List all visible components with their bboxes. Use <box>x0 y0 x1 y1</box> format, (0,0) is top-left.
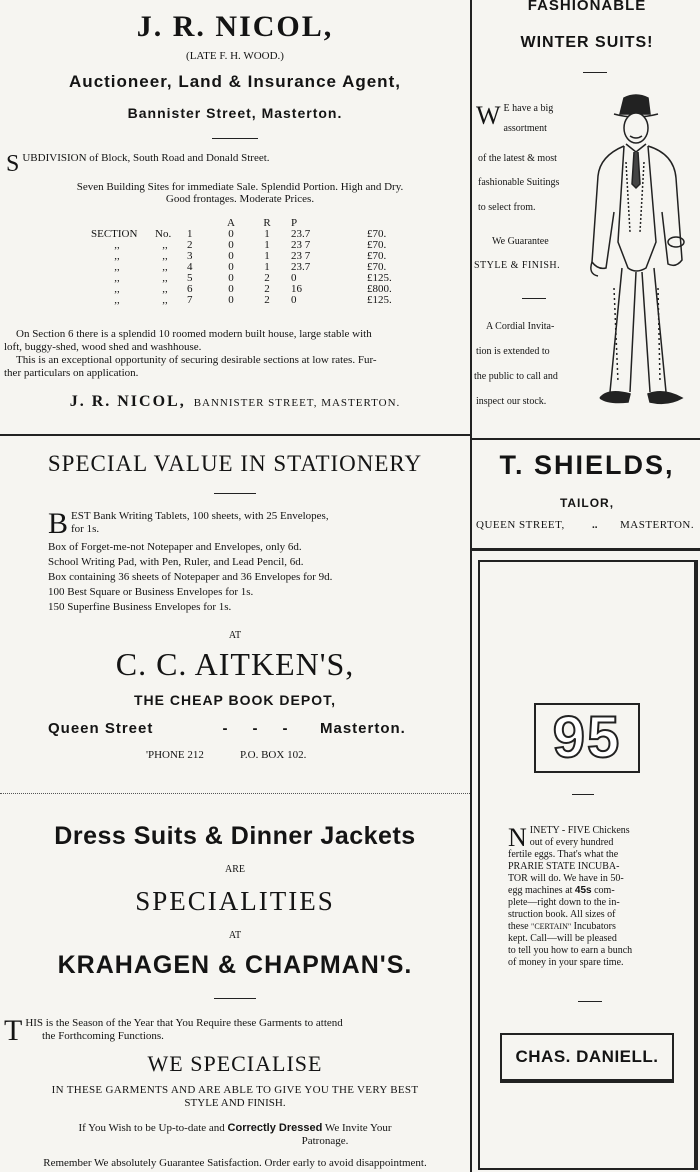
dress-garments-line1: IN THESE GARMENTS AND ARE ABLE TO GIVE YOU THE VERY BEST <box>51 1084 419 1096</box>
section-rule <box>0 434 470 436</box>
shields-fashionable: FASHIONABLE <box>527 0 647 14</box>
dress-specialities: SPECIALITIES <box>135 886 335 916</box>
nicol-footer <box>0 393 470 411</box>
table-row: ,, ,, 4 0 1 23.7 £70. <box>114 261 387 273</box>
stationery-at: AT <box>228 630 242 641</box>
list-item: EST Bank Writing Tablets, 100 sheets, with 25 Envelopes, <box>71 510 329 522</box>
aitken-phone: 'PHONE 212 <box>146 749 204 761</box>
gentleman-illustration <box>578 92 700 422</box>
drop-cap: N <box>508 823 527 852</box>
divider <box>583 72 607 73</box>
aitken-depot: THE CHEAP BOOK DEPOT, <box>134 692 336 708</box>
dress-wish: If You Wish to be Up-to-date and Correctly Dressed We Invite Your <box>78 1122 392 1134</box>
aitken-box: P.O. BOX 102. <box>240 749 307 761</box>
table-row: ,, ,, 2 0 1 23 7 £70. <box>114 239 387 251</box>
divider <box>214 493 256 494</box>
divider <box>572 794 594 795</box>
dress-garments-line2: STYLE AND FINISH. <box>184 1097 286 1109</box>
section-rule <box>472 438 700 440</box>
dress-remember: Remember We absolutely Guarantee Satisfaction. Order early to avoid disappointment. <box>43 1157 427 1169</box>
dress-we-specialise: WE SPECIALISE <box>147 1051 323 1076</box>
table-row: ,, ,, 5 0 2 0 £125. <box>114 272 392 284</box>
shields-street: QUEEN STREET, <box>476 519 565 531</box>
nicol-late: (LATE F. H. WOOD.) <box>186 50 284 62</box>
nicol-footer-name: J. R. NICOL, <box>69 393 186 410</box>
aitken-street: Queen Street <box>48 720 154 737</box>
list-item: 150 Superfine Business Envelopes for 1s. <box>48 601 232 613</box>
list-item: Box of Forget-me-not Notepaper and Envelopes, only 6d. <box>48 541 302 553</box>
shields-style: STYLE & FINISH. <box>474 260 561 271</box>
column-divider <box>470 0 472 1172</box>
daniell-number: 95 <box>552 705 622 770</box>
subdivision-text: UBDIVISION of Block, South Road and Donald Street. <box>22 152 270 164</box>
daniell-name: CHAS. DANIELL. <box>515 1047 659 1066</box>
shields-winter: WINTER SUITS! <box>520 34 654 51</box>
col-header-p: P <box>291 217 298 229</box>
stationery-list <box>48 507 448 615</box>
drop-cap: W <box>476 101 501 130</box>
list-item: 100 Best Square or Business Envelopes for 1s. <box>48 586 254 598</box>
shields-invite1: A Cordial Invita- <box>486 321 555 332</box>
shields-latest: of the latest & most <box>478 153 557 164</box>
nicol-section6: On Section 6 there is a splendid 10 roomed modern built house, large stable with loft, buggy-shed, wood shed and washhouse. This is an exceptional opportunity of securing desirable sections at low rates. Fur- ther particulars on application. <box>4 328 377 379</box>
list-item: School Writing Pad, with Pen, Ruler, and Lead Pencil, 6d. <box>48 556 304 568</box>
list-item: Box containing 36 sheets of Notepaper and 36 Envelopes for 9d. <box>48 571 333 583</box>
shields-invite4: inspect our stock. <box>476 396 547 407</box>
nicol-sites-line1: Seven Building Sites for immediate Sale. Splendid Portion. High and Dry. <box>76 181 404 193</box>
col-header-a: A <box>227 217 235 229</box>
section-rule <box>472 548 700 551</box>
nicol-address: Bannister Street, Masterton. <box>127 105 343 121</box>
shields-text: W E have a big assortment <box>476 101 554 134</box>
divider <box>578 1001 602 1002</box>
stationery-heading: SPECIAL VALUE IN STATIONERY <box>47 451 423 476</box>
nicol-footer-address: BANNISTER STREET, MASTERTON. <box>193 397 401 409</box>
nicol-name: J. R. NICOL, <box>136 10 334 43</box>
dress-season: T HIS is the Season of the Year that You Require these Garments to attend the Forthcoming Functions. <box>4 1014 343 1047</box>
col-header-r: R <box>263 217 271 229</box>
nicol-subdivision <box>6 151 464 177</box>
sections-table <box>85 218 398 306</box>
shields-guarantee: We Guarantee <box>492 236 549 247</box>
dress-heading: Dress Suits & Dinner Jackets <box>54 822 416 850</box>
dress-are: ARE <box>225 864 245 875</box>
daniell-text: N INETY - FIVE Chickens out of every hundred fertile eggs. That's what the PRARIE STATE INCUBA- TOR will do. We have in 50- egg machines at 45s com- plete—right down to the in- struction book. All sizes of these "CERTAIN" Incubators kept. Call—will be pleased to tell you how to earn a bunch of money in your spare time. <box>508 823 633 968</box>
divider <box>212 138 258 139</box>
shields-town: MASTERTON. <box>620 519 695 531</box>
table-row: SECTION No. 1 0 1 23.7 £70. <box>91 228 387 240</box>
aitken-dashes: - - - <box>222 720 288 737</box>
drop-cap: S <box>6 151 20 177</box>
nicol-role: Auctioneer, Land & Insurance Agent, <box>69 72 401 91</box>
table-row: ,, ,, 7 0 2 0 £125. <box>114 294 392 306</box>
table-row: ,, ,, 3 0 1 23 7 £70. <box>114 250 387 262</box>
shields-select: to select from. <box>478 202 536 213</box>
list-item: for 1s. <box>71 523 100 535</box>
section-rule <box>0 793 470 794</box>
divider <box>214 998 256 999</box>
daniell-number-box <box>534 703 640 773</box>
drop-cap: T <box>4 1014 23 1047</box>
aitken-name: C. C. AITKEN'S, <box>115 646 355 682</box>
shields-suitings: fashionable Suitings <box>478 177 560 188</box>
table-row: ,, ,, 6 0 2 16 £800. <box>114 283 392 295</box>
shields-invite3: the public to call and <box>474 371 558 382</box>
dress-firm: KRAHAGEN & CHAPMAN'S. <box>57 951 413 979</box>
shields-dots: .. <box>592 519 598 531</box>
divider <box>522 298 546 299</box>
shields-invite2: tion is extended to <box>476 346 550 357</box>
aitken-town: Masterton. <box>320 720 406 737</box>
drop-cap: B <box>48 507 69 540</box>
shields-tailor: TAILOR, <box>559 496 615 510</box>
nicol-sites-line2: Good frontages. Moderate Prices. <box>165 193 315 205</box>
shields-name: T. SHIELDS, <box>499 450 675 480</box>
daniell-name-box <box>500 1033 674 1083</box>
dress-patronage: Patronage. <box>301 1135 349 1147</box>
dress-at: AT <box>228 930 242 941</box>
